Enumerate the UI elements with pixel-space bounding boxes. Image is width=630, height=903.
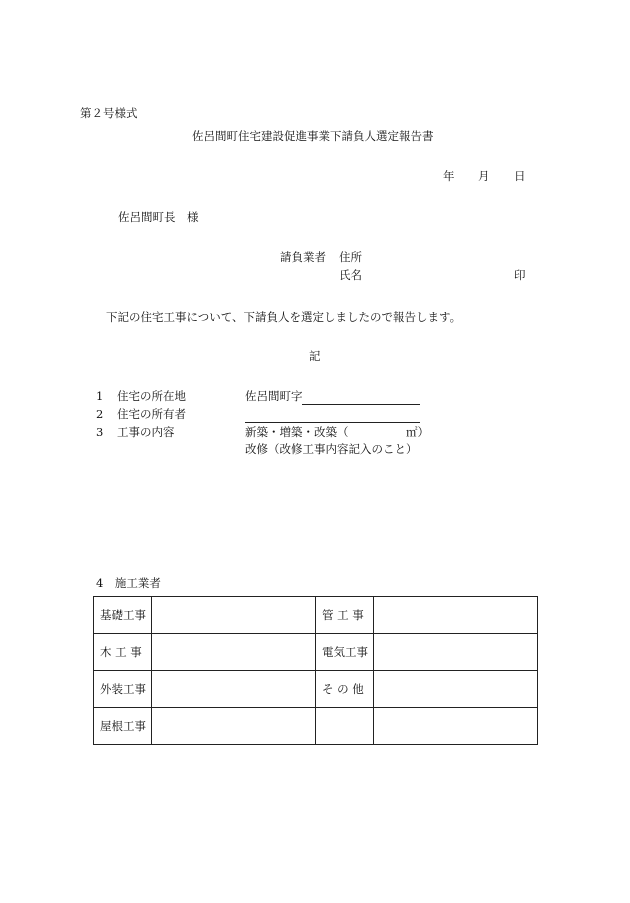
trade-label: 管 工 事 — [316, 597, 374, 634]
contractors-heading: 4 施工業者 — [96, 576, 161, 590]
item-3-value: 新築・増築・改築（ ㎡） — [245, 425, 429, 439]
item-3-label: 工事の内容 — [117, 425, 175, 439]
item-2-number: 2 — [96, 407, 104, 421]
addressee: 佐呂間町長 様 — [118, 210, 199, 224]
table-row — [94, 634, 538, 671]
item-1-fill-line — [302, 404, 420, 405]
trade-label — [316, 708, 374, 745]
item-3-value-2: 改修（改修工事内容記入のこと） — [245, 442, 418, 456]
address-label: 住所 — [339, 250, 362, 264]
reporter-label: 請負業者 — [280, 250, 326, 264]
table-row — [94, 597, 538, 634]
contractor-cell — [152, 634, 316, 671]
intro-text: 下記の住宅工事について、下請負人を選定しましたので報告します。 — [106, 310, 462, 324]
date-year: 年 — [443, 169, 455, 183]
item-2-label: 住宅の所有者 — [117, 407, 186, 421]
trade-label: 基礎工事 — [94, 597, 152, 634]
contractor-cell — [152, 671, 316, 708]
seal-mark: 印 — [514, 268, 526, 282]
trade-label: 屋根工事 — [94, 708, 152, 745]
contractor-cell — [374, 634, 538, 671]
item-1-value: 佐呂間町字 — [245, 389, 303, 403]
document-title: 佐呂間町住宅建設促進事業下請負人選定報告書 — [192, 129, 434, 143]
contractor-cell — [374, 597, 538, 634]
date-day: 日 — [514, 169, 526, 183]
date-month: 月 — [478, 169, 490, 183]
contractor-cell — [152, 708, 316, 745]
contractor-cell — [152, 597, 316, 634]
name-label: 氏名 — [339, 268, 362, 282]
item-1-number: 1 — [96, 389, 104, 403]
item-1-label: 住宅の所在地 — [117, 389, 186, 403]
item-2-fill-line — [245, 422, 420, 423]
trade-label: 電気工事 — [316, 634, 374, 671]
trade-label: 外装工事 — [94, 671, 152, 708]
trade-label: そ の 他 — [316, 671, 374, 708]
contractors-table — [93, 596, 538, 745]
table-row — [94, 708, 538, 745]
contractor-cell — [374, 708, 538, 745]
contractor-cell — [374, 671, 538, 708]
trade-label: 木 工 事 — [94, 634, 152, 671]
table-row — [94, 671, 538, 708]
ki-heading: 記 — [309, 349, 321, 363]
item-3-number: 3 — [96, 425, 104, 439]
form-number: 第２号様式 — [80, 106, 138, 120]
